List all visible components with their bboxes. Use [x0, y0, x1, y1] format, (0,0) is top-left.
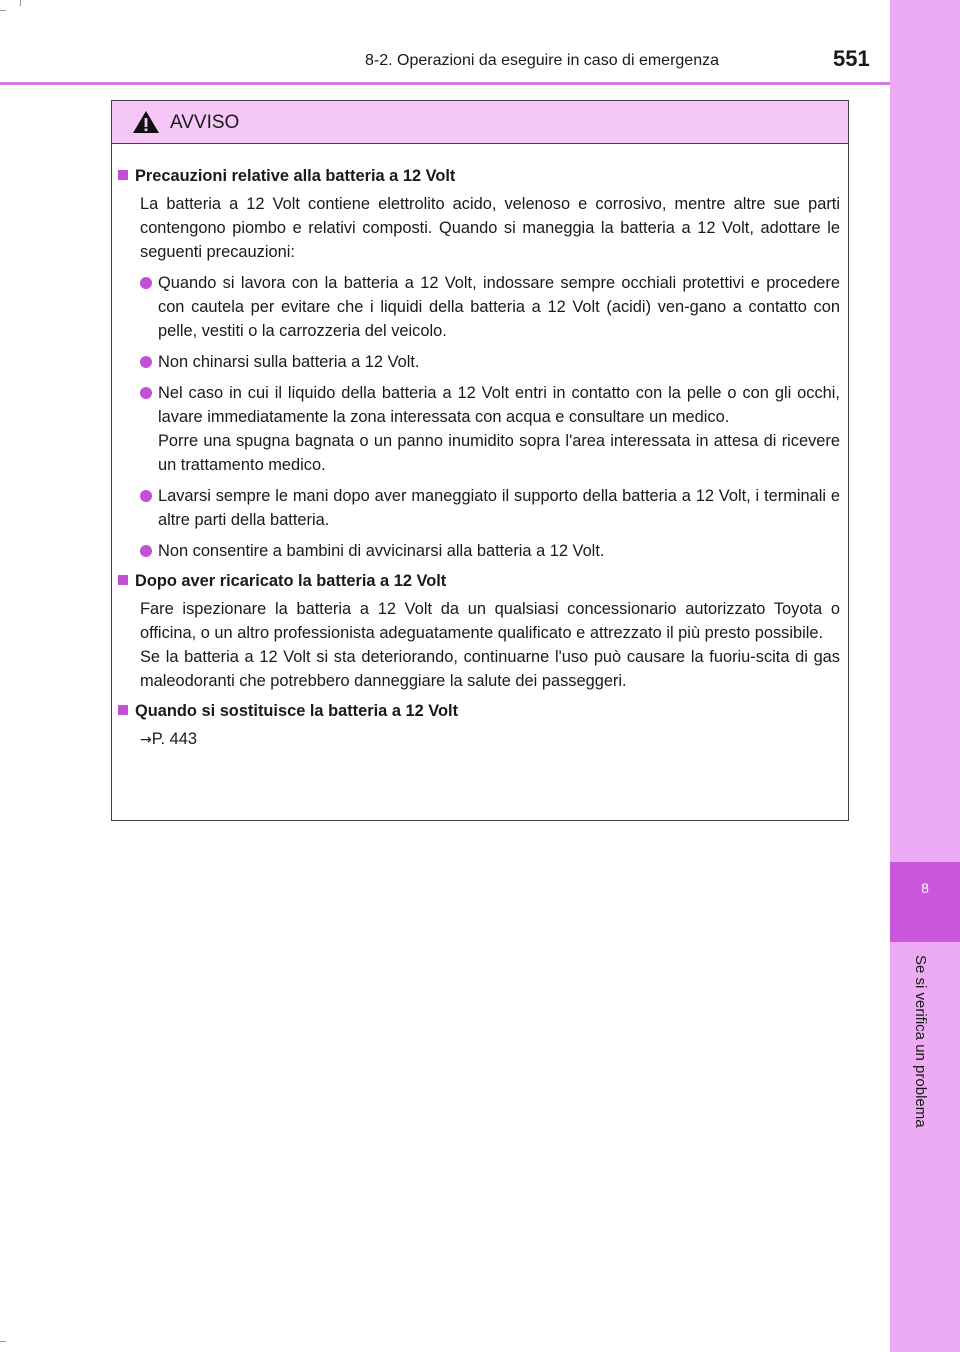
square-bullet-icon: [118, 575, 128, 585]
section-intro: La batteria a 12 Volt contiene elettrolito acido, velenoso e corrosivo, mentre altre sue parti contengono piombo e relativi composti. Quando si maneggia la batteria a 12 Volt, adottare le seguenti precauzioni:: [140, 195, 840, 261]
square-bullet-icon: [118, 705, 128, 715]
warning-body: [112, 144, 848, 752]
header-divider: [0, 82, 890, 85]
crop-mark: [20, 0, 21, 6]
crop-mark: [0, 10, 6, 11]
circle-bullet-icon: [140, 356, 152, 368]
section-heading: [118, 699, 840, 723]
page-reference-text: P. 443: [151, 730, 198, 748]
section-heading-text: Dopo aver ricaricato la batteria a 12 Volt: [135, 572, 447, 590]
section-heading-text: Quando si sostituisce la batteria a 12 Volt: [135, 702, 459, 720]
list-item-text: Non chinarsi sulla batteria a 12 Volt.: [158, 353, 420, 371]
circle-bullet-icon: [140, 490, 152, 502]
paragraph-text: Fare ispezionare la batteria a 12 Volt da un qualsiasi concessionario autorizzato Toyota o officina, o un altro professionista adeguatamente qualificato e attrezzato il più presto possibile.: [140, 600, 840, 642]
section-heading-text: Precauzioni relative alla batteria a 12 Volt: [135, 167, 456, 185]
list-item: [140, 539, 840, 563]
circle-bullet-icon: [140, 387, 152, 399]
chapter-title: Se si verifica un problema: [912, 955, 929, 1128]
list-item-text: Lavarsi sempre le mani dopo aver maneggiato il supporto della batteria a 12 Volt, i terminali e altre parti della batteria.: [158, 487, 840, 529]
paragraph-text: Se la batteria a 12 Volt si sta deteriorando, continuarne l'uso può causare la fuoriu-scita di gas maleodoranti che potrebbero danneggiare la salute dei passeggeri.: [140, 648, 840, 690]
section-heading: [118, 569, 840, 593]
circle-bullet-icon: [140, 277, 152, 289]
list-item: [140, 350, 840, 374]
page-number: 551: [833, 46, 870, 71]
warning-triangle-icon: [132, 110, 160, 139]
list-item: [140, 271, 840, 343]
list-item: [140, 484, 840, 532]
list-item-text-main: Nel caso in cui il liquido della batteria a 12 Volt entri in contatto con la pelle o con gli occhi, lavare immediatamente la zona interessata con acqua e consultare un medico.: [158, 384, 840, 426]
section-paragraph: [140, 597, 840, 693]
list-item-text: Non consentire a bambini di avvicinarsi alla batteria a 12 Volt.: [158, 542, 605, 560]
chapter-number-tab: [890, 862, 960, 942]
page-reference[interactable]: [140, 727, 840, 752]
section-title: 8-2. Operazioni da eseguire in caso di emergenza: [365, 52, 719, 69]
chapter-number: 8: [921, 880, 929, 896]
warning-title: AVVISO: [170, 112, 240, 133]
list-item: [140, 381, 840, 477]
warning-box: [111, 100, 849, 821]
arrow-right-icon: →: [140, 732, 152, 748]
list-item-text: Quando si lavora con la batteria a 12 Volt, indossare sempre occhiali protettivi e procedere con cautela per evitare che i liquidi della batteria a 12 Volt (acidi) ven-gano a contatto con pelle, vestiti o la carrozzeria del veicolo.: [158, 274, 840, 340]
list-item-text-extra: Porre una spugna bagnata o un panno inumidito sopra l'area interessata in attesa di ricevere un trattamento medico.: [158, 432, 840, 474]
chapter-side-tab: [890, 0, 960, 1352]
list-item-text: [158, 381, 840, 477]
square-bullet-icon: [118, 170, 128, 180]
crop-mark: [0, 1341, 6, 1342]
section-heading: [118, 164, 840, 188]
warning-header: [112, 101, 848, 144]
circle-bullet-icon: [140, 545, 152, 557]
